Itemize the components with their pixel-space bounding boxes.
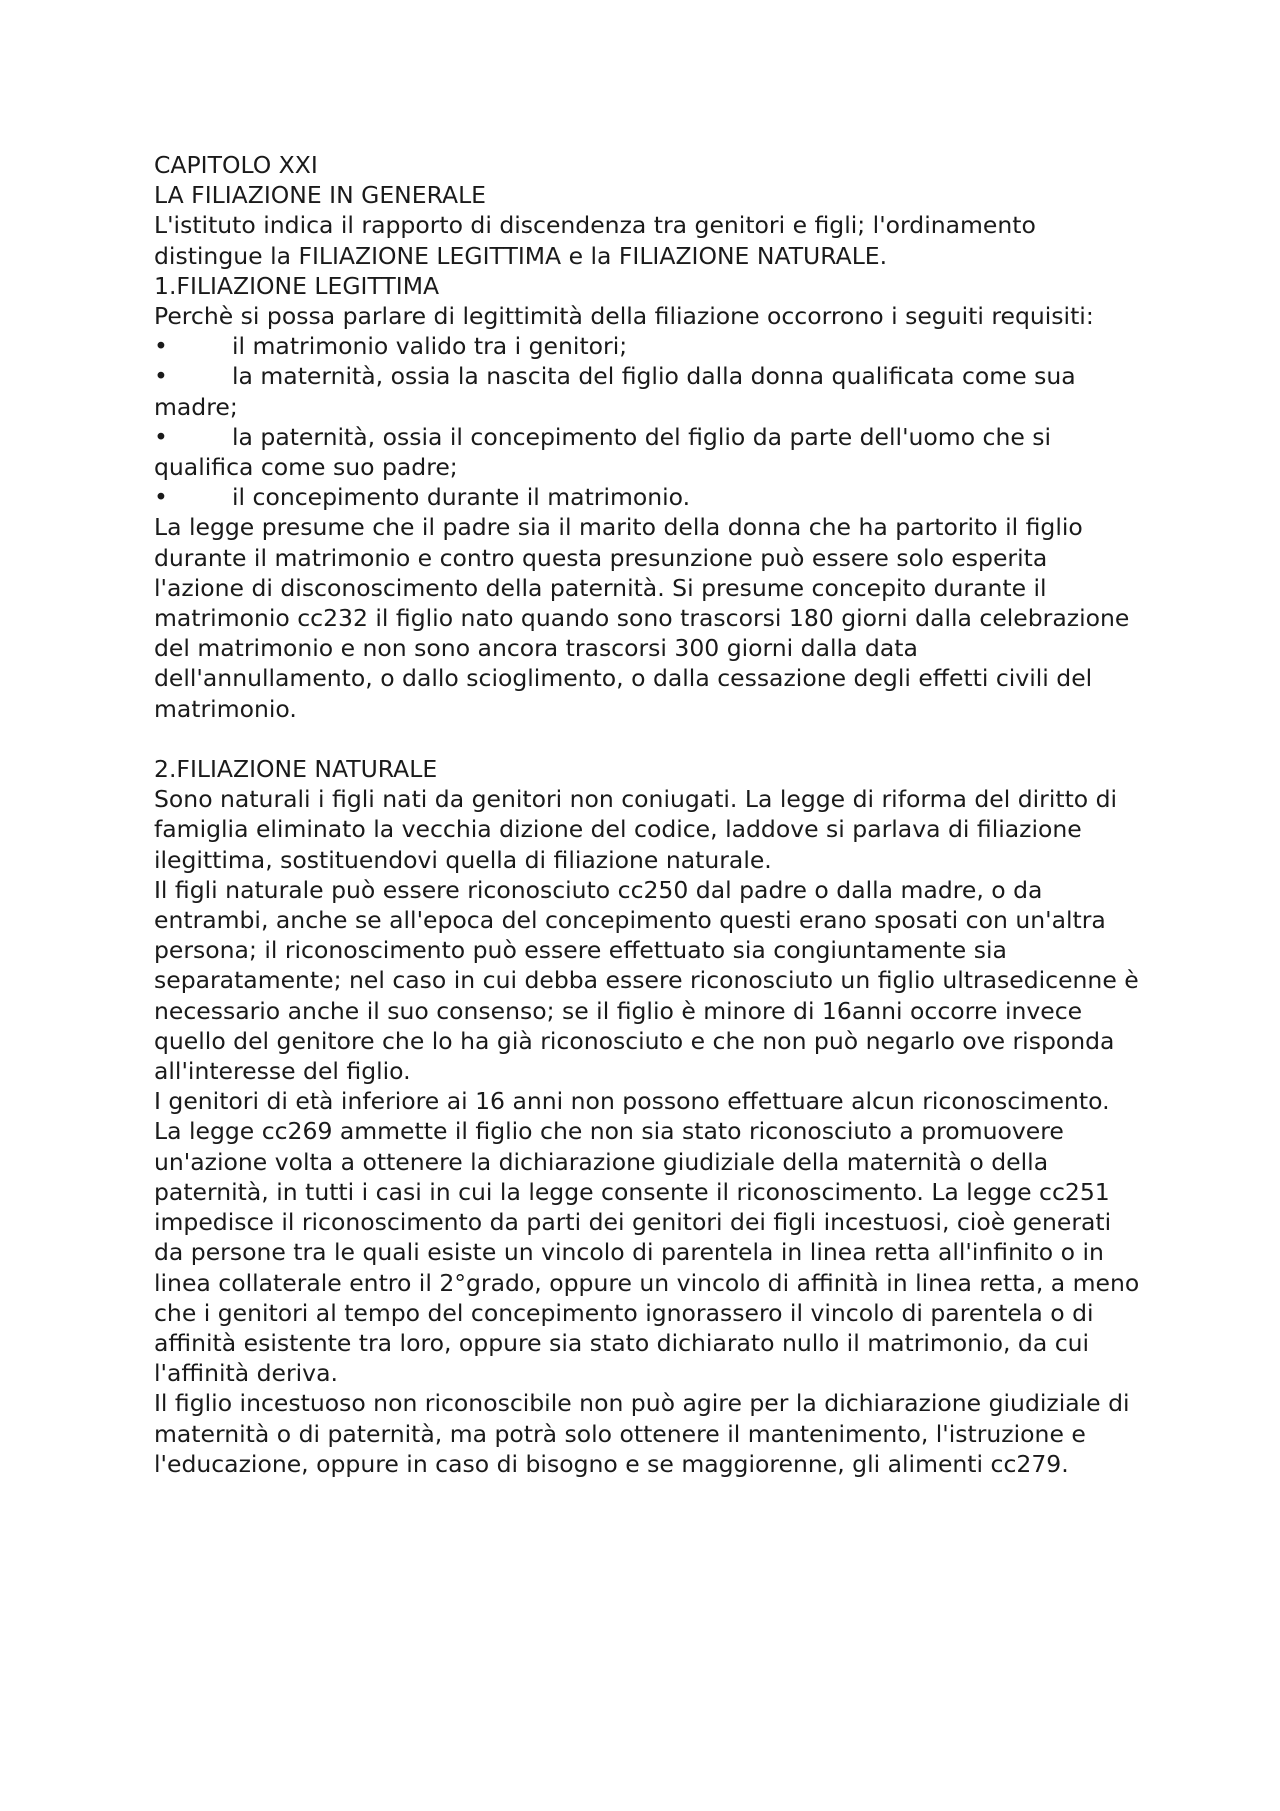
section1-lead: Perchè si possa parlare di legittimità della filiazione occorrono i seguiti requisiti: xyxy=(154,302,1094,331)
chapter-title: CAPITOLO XXI xyxy=(154,151,318,179)
bullet-icon: • xyxy=(154,332,168,361)
section1-heading: 1.FILIAZIONE LEGITTIMA xyxy=(154,271,440,300)
section2-paragraph: Il figlio incestuoso non riconoscibile non può agire per la dichiarazione giudiziale di maternità o di paternità, ma potrà solo ottenere il mantenimento, l'istruzione e l'educazione, oppure in caso di bisogno e se maggiorenne, gli alimenti cc279. xyxy=(154,1389,1130,1478)
section2-paragraph: I genitori di età inferiore ai 16 anni non possono effettuare alcun riconoscimento. xyxy=(154,1087,1110,1116)
requirement-text: il concepimento durante il matrimonio. xyxy=(232,483,691,512)
section-title: LA FILIAZIONE IN GENERALE xyxy=(154,181,487,210)
requirement-list-item xyxy=(154,361,1144,421)
requirement-list-item xyxy=(154,422,1144,482)
requirement-text: la maternità, ossia la nascita del figlio dalla donna qualificata come sua madre; xyxy=(154,362,1076,421)
section2-paragraph: Sono naturali i figli nati da genitori non coniugati. La legge di riforma del diritto di famiglia eliminato la vecchia dizione del codice, laddove si parlava di filiazione ilegittima, sostituendovi quella di filiazione naturale. xyxy=(154,785,1118,874)
section2-paragraph: Il figli naturale può essere riconosciuto cc250 dal padre o dalla madre, o da entrambi, anche se all'epoca del concepimento questi erano sposati con un'altra persona; il riconoscimento può essere effettuato sia congiuntamente sia separatamente; nel caso in cui debba essere riconosciuto un figlio ultrasedicenne è necessario anche il suo consenso; se il figlio è minore di 16anni occorre invece quello del genitore che lo ha già riconosciuto e che non può negarlo ove risponda all'interesse del figlio. xyxy=(154,875,1139,1086)
requirement-text: il matrimonio valido tra i genitori; xyxy=(232,332,628,361)
requirement-text: la paternità, ossia il concepimento del figlio da parte dell'uomo che si qualifica come suo padre; xyxy=(154,422,1052,482)
section1-body: La legge presume che il padre sia il marito della donna che ha partorito il figlio durante il matrimonio e contro questa presunzione può essere solo esperita l'azione di disconoscimento della paternità. Si presume concepito durante il matrimonio cc232 il figlio nato quando sono trascorsi 180 giorni dalla celebrazione del matrimonio e non sono ancora trascorsi 300 giorni dalla data dell'annullamento, o dallo scioglimento, o dalla cessazione degli effetti civili del matrimonio. xyxy=(154,513,1130,723)
bullet-icon: • xyxy=(154,483,168,512)
blank-line xyxy=(154,724,1144,754)
section2-paragraph: La legge cc269 ammette il figlio che non sia stato riconosciuto a promuovere un'azione volta a ottenere la dichiarazione giudiziale della maternità o della paternità, in tutti i casi in cui la legge consente il riconoscimento. La legge cc251 impedisce il riconoscimento da parti dei genitori dei figli incestuosi, cioè generati da persone tra le quali esiste un vincolo di parentela in linea retta all'infinito o in linea collaterale entro il 2°grado, oppure un vincolo di affinità in linea retta, a meno che i genitori al tempo del concepimento ignorassero il vincolo di parentela o di affinità esistente tra loro, oppure sia stato dichiarato nullo il matrimonio, da cui l'affinità deriva. xyxy=(154,1117,1140,1388)
requirement-list-item xyxy=(154,331,1144,361)
requirement-list-item xyxy=(154,482,1144,512)
intro-paragraph: L'istituto indica il rapporto di discendenza tra genitori e figli; l'ordinamento distingue la FILIAZIONE LEGITTIMA e la FILIAZIONE NATURALE. xyxy=(154,211,1036,270)
bullet-icon: • xyxy=(154,362,168,391)
section2-heading: 2.FILIAZIONE NATURALE xyxy=(154,755,438,784)
bullet-icon: • xyxy=(154,422,168,451)
document-page xyxy=(154,150,1144,1479)
